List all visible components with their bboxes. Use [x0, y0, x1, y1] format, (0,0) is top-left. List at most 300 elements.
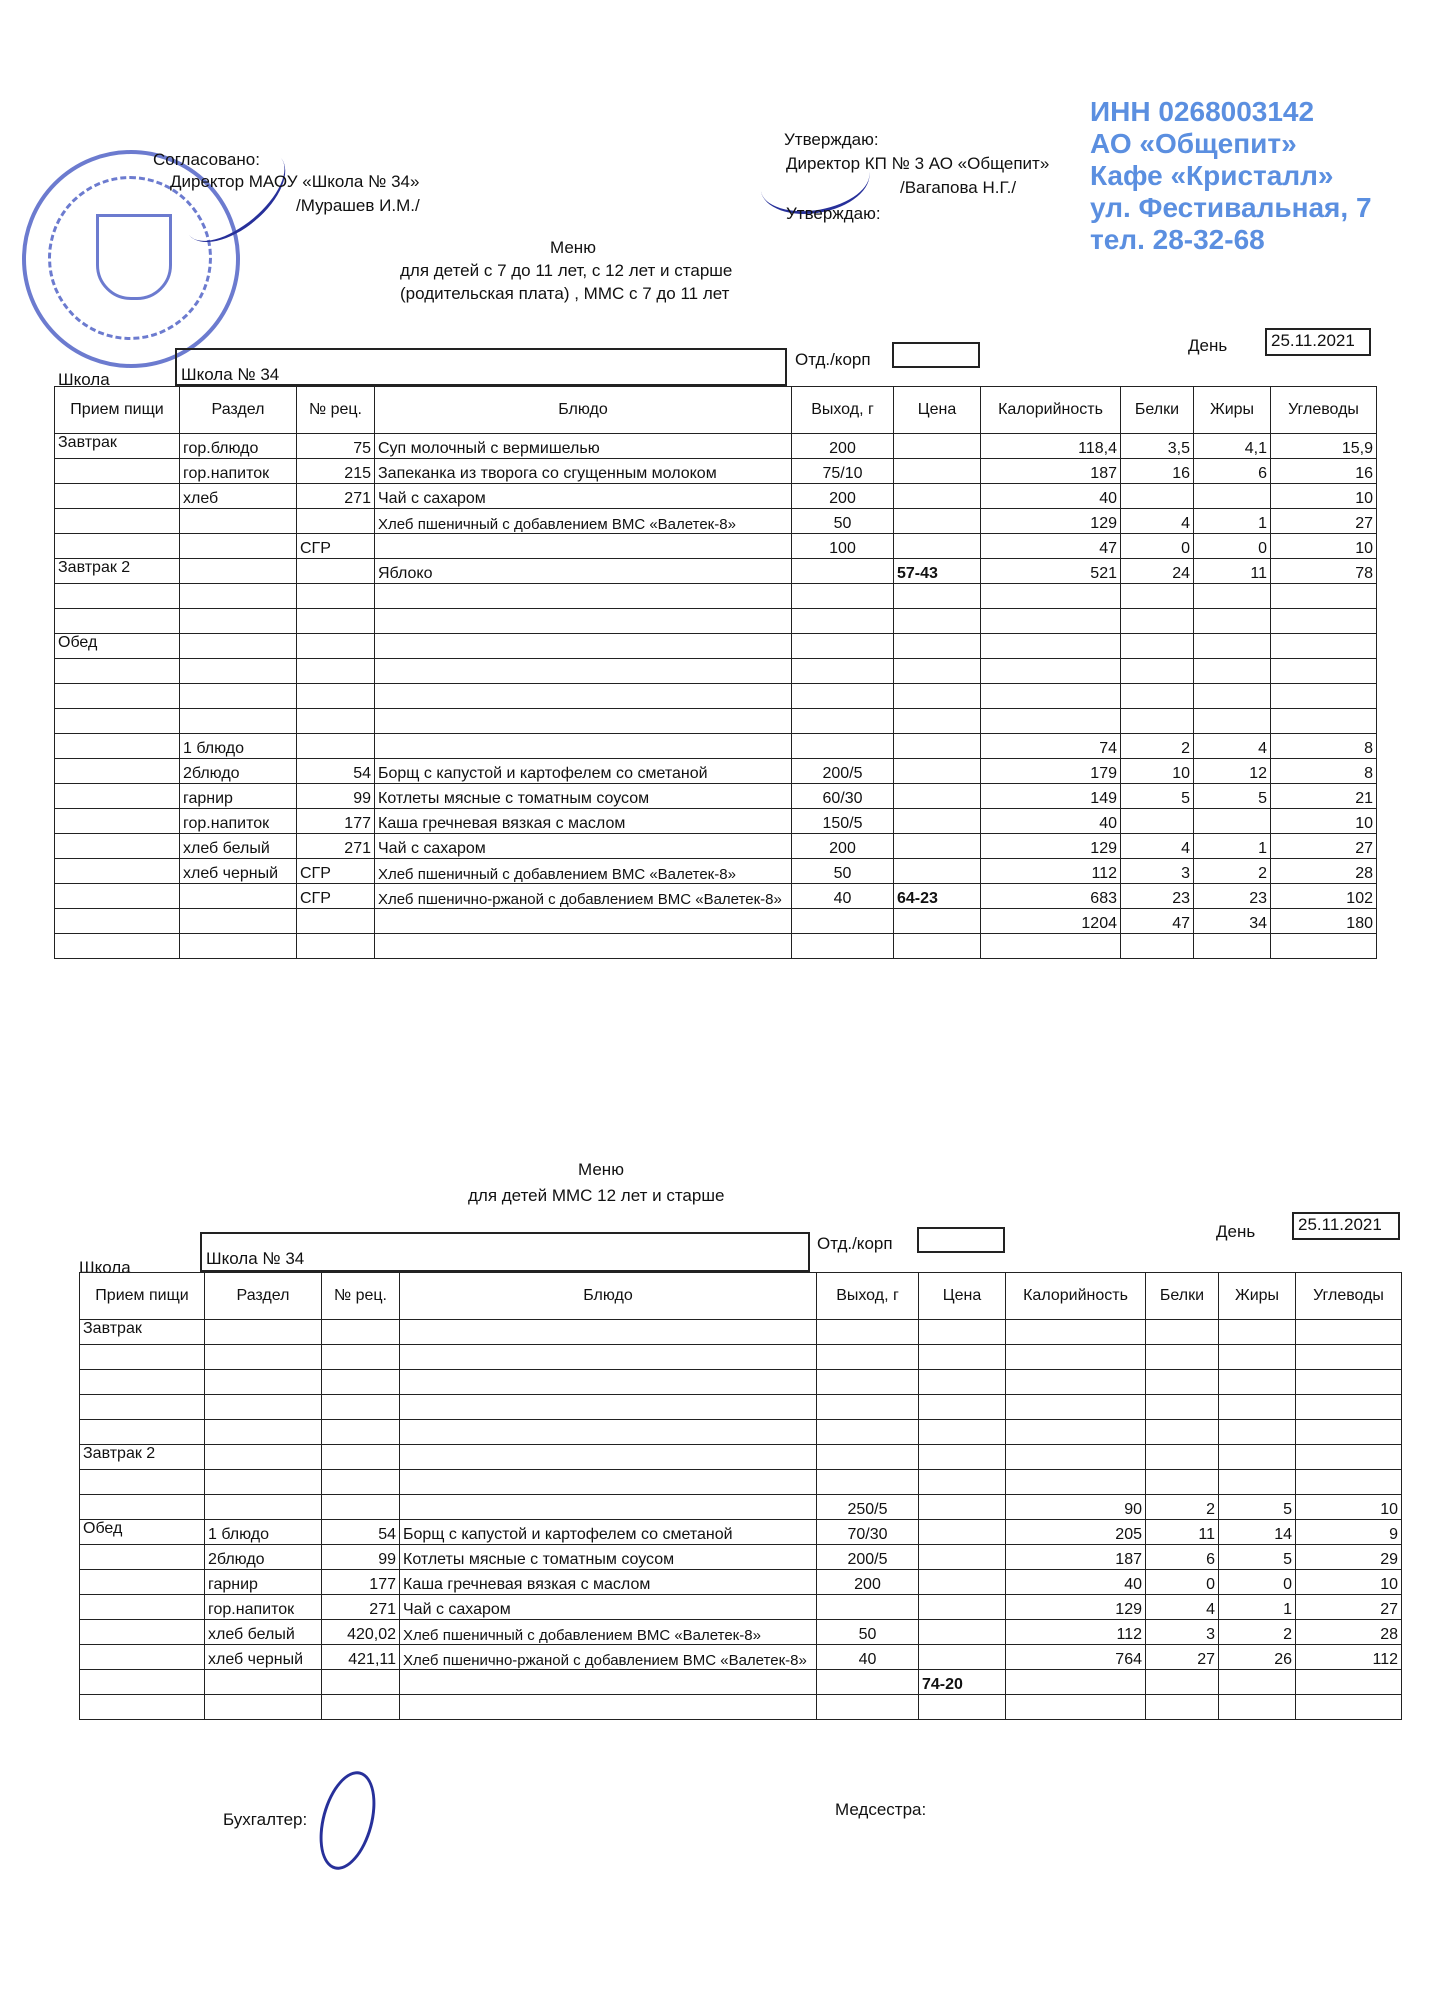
cell-dish [375, 934, 792, 959]
cell-section [180, 609, 297, 634]
menu-subtitle-2: (родительская плата) , ММС с 7 до 11 лет [400, 284, 730, 303]
cell-yield [817, 1445, 919, 1470]
header-proteins: Белки [1121, 387, 1194, 434]
dept-field-2[interactable] [917, 1227, 1005, 1253]
stamp-line: ИНН 0268003142 [1090, 96, 1315, 127]
cell-dish [375, 659, 792, 684]
cell-calories: 40 [981, 809, 1121, 834]
table-row [55, 784, 1377, 809]
cell-fats [1219, 1470, 1296, 1495]
cell-recipe-no [297, 909, 375, 934]
cell-fats [1194, 609, 1271, 634]
cell-recipe-no [297, 684, 375, 709]
cell-proteins [1146, 1395, 1219, 1420]
cell-carbs: 10 [1271, 809, 1377, 834]
table-row [80, 1495, 1402, 1520]
cell-recipe-no [297, 659, 375, 684]
cell-calories: 129 [981, 509, 1121, 534]
cell-price [894, 684, 981, 709]
cell-proteins [1146, 1670, 1219, 1695]
cell-carbs [1296, 1420, 1402, 1445]
table-row [55, 684, 1377, 709]
cell-dish [375, 584, 792, 609]
cell-fats [1194, 584, 1271, 609]
cell-proteins [1121, 609, 1194, 634]
table-row [80, 1670, 1402, 1695]
stamp-line: АО «Общепит» [1090, 128, 1297, 159]
cell-meal [55, 584, 180, 609]
header-recipe-no: № рец. [297, 387, 375, 434]
cell-fats: 6 [1194, 459, 1271, 484]
cell-proteins [1121, 809, 1194, 834]
menu-2-subtitle: для детей ММС 12 лет и старше [468, 1186, 725, 1205]
cell-dish [375, 734, 792, 759]
cell-dish: Запеканка из творога со сгущенным молоком [375, 459, 792, 484]
cell-price [894, 584, 981, 609]
cell-meal: Завтрак [55, 434, 180, 459]
cell-dish [400, 1495, 817, 1520]
header-section: Раздел [205, 1273, 322, 1320]
cell-yield [817, 1695, 919, 1720]
cell-section [205, 1420, 322, 1445]
cell-fats [1194, 934, 1271, 959]
cell-yield [792, 584, 894, 609]
cell-calories: 40 [1006, 1570, 1146, 1595]
cell-price [919, 1345, 1006, 1370]
cell-carbs: 27 [1271, 509, 1377, 534]
cell-recipe-no [322, 1470, 400, 1495]
cell-section: гор.блюдо [180, 434, 297, 459]
table-row [80, 1645, 1402, 1670]
cell-recipe-no [322, 1320, 400, 1345]
cell-proteins: 3,5 [1121, 434, 1194, 459]
cell-meal: Завтрак 2 [80, 1445, 205, 1470]
cell-dish: Борщ с капустой и картофелем со сметаной [375, 759, 792, 784]
cell-carbs [1271, 609, 1377, 634]
cell-price [894, 634, 981, 659]
cell-yield: 70/30 [817, 1520, 919, 1545]
table-row [55, 709, 1377, 734]
cell-yield: 200 [792, 834, 894, 859]
cell-fats: 26 [1219, 1645, 1296, 1670]
table-row [55, 759, 1377, 784]
header-meal: Прием пищи [55, 387, 180, 434]
cell-meal [55, 659, 180, 684]
cell-fats: 0 [1194, 534, 1271, 559]
cell-calories [1006, 1670, 1146, 1695]
cell-yield: 150/5 [792, 809, 894, 834]
cell-price [919, 1695, 1006, 1720]
menu-subtitle-1: для детей с 7 до 11 лет, с 12 лет и старше [400, 261, 733, 280]
table-row [55, 609, 1377, 634]
cell-recipe-no [297, 559, 375, 584]
cell-proteins: 0 [1146, 1570, 1219, 1595]
school-field-2[interactable]: Школа № 34 [200, 1232, 810, 1272]
approved-left-label: Согласовано: [153, 150, 260, 169]
cell-fats: 5 [1219, 1545, 1296, 1570]
cell-proteins: 4 [1146, 1595, 1219, 1620]
cell-carbs [1271, 684, 1377, 709]
cell-fats: 0 [1219, 1570, 1296, 1595]
cell-section: гор.напиток [180, 809, 297, 834]
cell-section [205, 1345, 322, 1370]
cell-calories: 149 [981, 784, 1121, 809]
cell-calories [1006, 1420, 1146, 1445]
cell-price [919, 1645, 1006, 1670]
cell-carbs [1296, 1345, 1402, 1370]
cell-recipe-no: 99 [322, 1545, 400, 1570]
cell-meal [55, 859, 180, 884]
cell-dish [400, 1370, 817, 1395]
cell-calories [1006, 1395, 1146, 1420]
cell-fats: 1 [1219, 1595, 1296, 1620]
cell-recipe-no: 215 [297, 459, 375, 484]
cell-fats: 2 [1219, 1620, 1296, 1645]
cell-price [919, 1520, 1006, 1545]
cell-price [919, 1395, 1006, 1420]
stamp-line: тел. 28-32-68 [1090, 224, 1265, 255]
header-section: Раздел [180, 387, 297, 434]
cell-carbs: 28 [1296, 1620, 1402, 1645]
cell-calories: 47 [981, 534, 1121, 559]
cell-calories: 112 [981, 859, 1121, 884]
cell-price [894, 434, 981, 459]
cell-meal [55, 459, 180, 484]
cell-price [894, 834, 981, 859]
cell-meal [55, 784, 180, 809]
cell-dish [400, 1470, 817, 1495]
cell-section: хлеб [180, 484, 297, 509]
table-row [55, 659, 1377, 684]
cell-proteins: 11 [1146, 1520, 1219, 1545]
cell-calories: 187 [1006, 1545, 1146, 1570]
approved-right-label-2: Утверждаю: [786, 204, 881, 223]
cell-proteins [1146, 1370, 1219, 1395]
approved-left-name: /Мурашев И.М./ [296, 196, 420, 215]
day-field-2[interactable]: 25.11.2021 [1292, 1212, 1400, 1240]
cell-carbs: 10 [1296, 1570, 1402, 1595]
cell-recipe-no [297, 634, 375, 659]
cell-meal [55, 909, 180, 934]
cell-carbs: 15,9 [1271, 434, 1377, 459]
cell-proteins: 0 [1121, 534, 1194, 559]
cell-fats [1219, 1370, 1296, 1395]
school-field[interactable]: Школа № 34 [175, 348, 787, 386]
cell-recipe-no: 271 [297, 484, 375, 509]
cell-recipe-no [322, 1695, 400, 1720]
cell-price [894, 859, 981, 884]
cell-carbs: 27 [1296, 1595, 1402, 1620]
cell-fats [1219, 1695, 1296, 1720]
cell-meal [55, 709, 180, 734]
cell-meal [55, 734, 180, 759]
cell-meal [80, 1570, 205, 1595]
cell-section [180, 884, 297, 909]
menu-table-2 [79, 1272, 1402, 1720]
cell-price [919, 1495, 1006, 1520]
table-row [55, 859, 1377, 884]
cell-carbs: 180 [1271, 909, 1377, 934]
cell-dish [375, 634, 792, 659]
cell-proteins: 2 [1146, 1495, 1219, 1520]
cell-meal [80, 1670, 205, 1695]
cell-section [205, 1370, 322, 1395]
cell-yield [792, 634, 894, 659]
table-row [55, 834, 1377, 859]
cell-carbs: 8 [1271, 759, 1377, 784]
cell-section [180, 634, 297, 659]
cell-recipe-no: 99 [297, 784, 375, 809]
cell-dish: Яблоко [375, 559, 792, 584]
table-row [55, 584, 1377, 609]
cell-dish [400, 1345, 817, 1370]
cell-section [205, 1495, 322, 1520]
table-header-row [55, 387, 1377, 434]
cell-recipe-no [297, 734, 375, 759]
cell-meal [55, 684, 180, 709]
dept-field[interactable] [892, 342, 980, 368]
cell-recipe-no: СГР [297, 534, 375, 559]
cell-calories: 74 [981, 734, 1121, 759]
table-row [80, 1395, 1402, 1420]
cell-meal [55, 534, 180, 559]
cell-section: гор.напиток [180, 459, 297, 484]
cell-calories: 683 [981, 884, 1121, 909]
cell-calories [981, 584, 1121, 609]
cell-recipe-no: 177 [322, 1570, 400, 1595]
cell-calories [1006, 1695, 1146, 1720]
cell-meal [55, 834, 180, 859]
cell-dish: Борщ с капустой и картофелем со сметаной [400, 1520, 817, 1545]
cell-fats: 5 [1219, 1495, 1296, 1520]
cell-dish: Котлеты мясные с томатным соусом [375, 784, 792, 809]
cell-calories [981, 659, 1121, 684]
cell-proteins: 3 [1146, 1620, 1219, 1645]
cell-meal [80, 1620, 205, 1645]
cell-calories [1006, 1445, 1146, 1470]
cell-price [919, 1420, 1006, 1445]
cell-carbs [1271, 659, 1377, 684]
cell-fats: 14 [1219, 1520, 1296, 1545]
cell-proteins [1121, 709, 1194, 734]
cell-meal [80, 1395, 205, 1420]
cell-fats: 4 [1194, 734, 1271, 759]
cell-yield: 50 [817, 1620, 919, 1645]
cell-yield [817, 1470, 919, 1495]
cell-fats: 23 [1194, 884, 1271, 909]
cell-proteins [1121, 584, 1194, 609]
cell-section: 1 блюдо [205, 1520, 322, 1545]
accountant-label: Бухгалтер: [223, 1810, 308, 1829]
cell-dish: Каша гречневая вязкая с маслом [375, 809, 792, 834]
cell-meal [55, 609, 180, 634]
cell-meal [55, 759, 180, 784]
cell-fats: 2 [1194, 859, 1271, 884]
cell-yield [792, 909, 894, 934]
cell-fats [1194, 709, 1271, 734]
cell-calories: 521 [981, 559, 1121, 584]
cell-section [205, 1445, 322, 1470]
table-row [80, 1695, 1402, 1720]
cell-yield [817, 1345, 919, 1370]
cell-proteins [1121, 634, 1194, 659]
cell-section [180, 934, 297, 959]
header-price: Цена [919, 1273, 1006, 1320]
school-label: Школа [58, 370, 110, 389]
cell-price [919, 1470, 1006, 1495]
cell-price [919, 1320, 1006, 1345]
table-header-row [80, 1273, 1402, 1320]
cell-yield: 50 [792, 859, 894, 884]
table-row [80, 1370, 1402, 1395]
cell-dish: Хлеб пшеничный с добавлением ВМС «Валетек-8» [375, 509, 792, 534]
cell-section [180, 559, 297, 584]
cell-section [205, 1320, 322, 1345]
cell-dish [400, 1395, 817, 1420]
cell-meal [80, 1495, 205, 1520]
cell-calories: 112 [1006, 1620, 1146, 1645]
cell-recipe-no [297, 934, 375, 959]
cell-proteins [1146, 1445, 1219, 1470]
cell-meal [80, 1595, 205, 1620]
cell-fats [1194, 684, 1271, 709]
cell-dish: Чай с сахаром [375, 834, 792, 859]
cell-recipe-no: СГР [297, 859, 375, 884]
dept-label: Отд./корп [795, 350, 871, 369]
cell-dish [400, 1420, 817, 1445]
cell-price [919, 1445, 1006, 1470]
cell-dish: Хлеб пшеничный с добавлением ВМС «Валетек-8» [400, 1620, 817, 1645]
cell-dish [375, 909, 792, 934]
cell-recipe-no [297, 709, 375, 734]
cell-meal: Завтрак [80, 1320, 205, 1345]
cell-meal [55, 509, 180, 534]
table-row [55, 484, 1377, 509]
cell-calories [1006, 1370, 1146, 1395]
table-row [55, 809, 1377, 834]
cell-proteins [1146, 1420, 1219, 1445]
cell-fats: 5 [1194, 784, 1271, 809]
table-row [55, 459, 1377, 484]
header-recipe-no: № рец. [322, 1273, 400, 1320]
cell-section: хлеб черный [180, 859, 297, 884]
cell-calories: 1204 [981, 909, 1121, 934]
cell-fats: 12 [1194, 759, 1271, 784]
cell-calories: 179 [981, 759, 1121, 784]
cell-meal [80, 1370, 205, 1395]
approved-right-position: Директор КП № 3 АО «Общепит» [786, 154, 1050, 173]
cell-price [894, 509, 981, 534]
cell-yield [792, 609, 894, 634]
cell-recipe-no [297, 509, 375, 534]
cell-proteins: 3 [1121, 859, 1194, 884]
cell-meal [80, 1345, 205, 1370]
cell-recipe-no [322, 1420, 400, 1445]
cell-recipe-no: 421,11 [322, 1645, 400, 1670]
cell-proteins: 16 [1121, 459, 1194, 484]
cell-price [919, 1570, 1006, 1595]
cell-proteins: 4 [1121, 834, 1194, 859]
cell-yield [817, 1320, 919, 1345]
cell-dish: Хлеб пшенично-ржаной с добавлением ВМС «Валетек-8» [400, 1645, 817, 1670]
cell-price [919, 1370, 1006, 1395]
cell-section: гор.напиток [205, 1595, 322, 1620]
cell-dish: Чай с сахаром [400, 1595, 817, 1620]
cell-dish [375, 609, 792, 634]
cell-price [919, 1595, 1006, 1620]
cell-carbs: 102 [1271, 884, 1377, 909]
cell-fats: 34 [1194, 909, 1271, 934]
cell-section: 2блюдо [180, 759, 297, 784]
cell-dish: Суп молочный с вермишелью [375, 434, 792, 459]
cell-calories [1006, 1345, 1146, 1370]
cell-price: 57-43 [894, 559, 981, 584]
header-dish: Блюдо [400, 1273, 817, 1320]
table-row [55, 934, 1377, 959]
cell-proteins: 24 [1121, 559, 1194, 584]
cell-price [894, 809, 981, 834]
cell-fats [1219, 1670, 1296, 1695]
cell-section [180, 534, 297, 559]
cell-dish [400, 1445, 817, 1470]
table-row [80, 1595, 1402, 1620]
cell-section: гарнир [205, 1570, 322, 1595]
header-fats: Жиры [1194, 387, 1271, 434]
cell-calories: 205 [1006, 1520, 1146, 1545]
cell-yield [792, 934, 894, 959]
cell-proteins: 47 [1121, 909, 1194, 934]
cell-carbs: 78 [1271, 559, 1377, 584]
cell-yield: 40 [792, 884, 894, 909]
cell-carbs: 10 [1271, 484, 1377, 509]
cell-carbs [1271, 634, 1377, 659]
day-label-2: День [1216, 1222, 1256, 1241]
cell-proteins: 23 [1121, 884, 1194, 909]
cell-proteins [1146, 1695, 1219, 1720]
cell-yield [792, 659, 894, 684]
cell-yield [817, 1370, 919, 1395]
cell-yield [792, 684, 894, 709]
cell-dish: Котлеты мясные с томатным соусом [400, 1545, 817, 1570]
cell-carbs: 16 [1271, 459, 1377, 484]
cell-calories: 129 [981, 834, 1121, 859]
cell-proteins: 6 [1146, 1545, 1219, 1570]
cell-price [894, 459, 981, 484]
nurse-label: Медсестра: [835, 1800, 927, 1819]
table-row [55, 559, 1377, 584]
table-row [55, 534, 1377, 559]
day-field[interactable]: 25.11.2021 [1265, 328, 1371, 356]
cell-yield: 60/30 [792, 784, 894, 809]
header-carbs: Углеводы [1271, 387, 1377, 434]
cell-carbs: 27 [1271, 834, 1377, 859]
cell-yield: 40 [817, 1645, 919, 1670]
cell-yield: 50 [792, 509, 894, 534]
cell-meal [55, 884, 180, 909]
cell-recipe-no: СГР [297, 884, 375, 909]
cell-calories: 764 [1006, 1645, 1146, 1670]
cell-dish [400, 1320, 817, 1345]
table-row [55, 884, 1377, 909]
cell-yield [792, 559, 894, 584]
cell-proteins: 4 [1121, 509, 1194, 534]
cell-recipe-no: 75 [297, 434, 375, 459]
cell-recipe-no: 271 [322, 1595, 400, 1620]
header-dish: Блюдо [375, 387, 792, 434]
table-row [55, 434, 1377, 459]
table-row [55, 909, 1377, 934]
table-row [80, 1345, 1402, 1370]
